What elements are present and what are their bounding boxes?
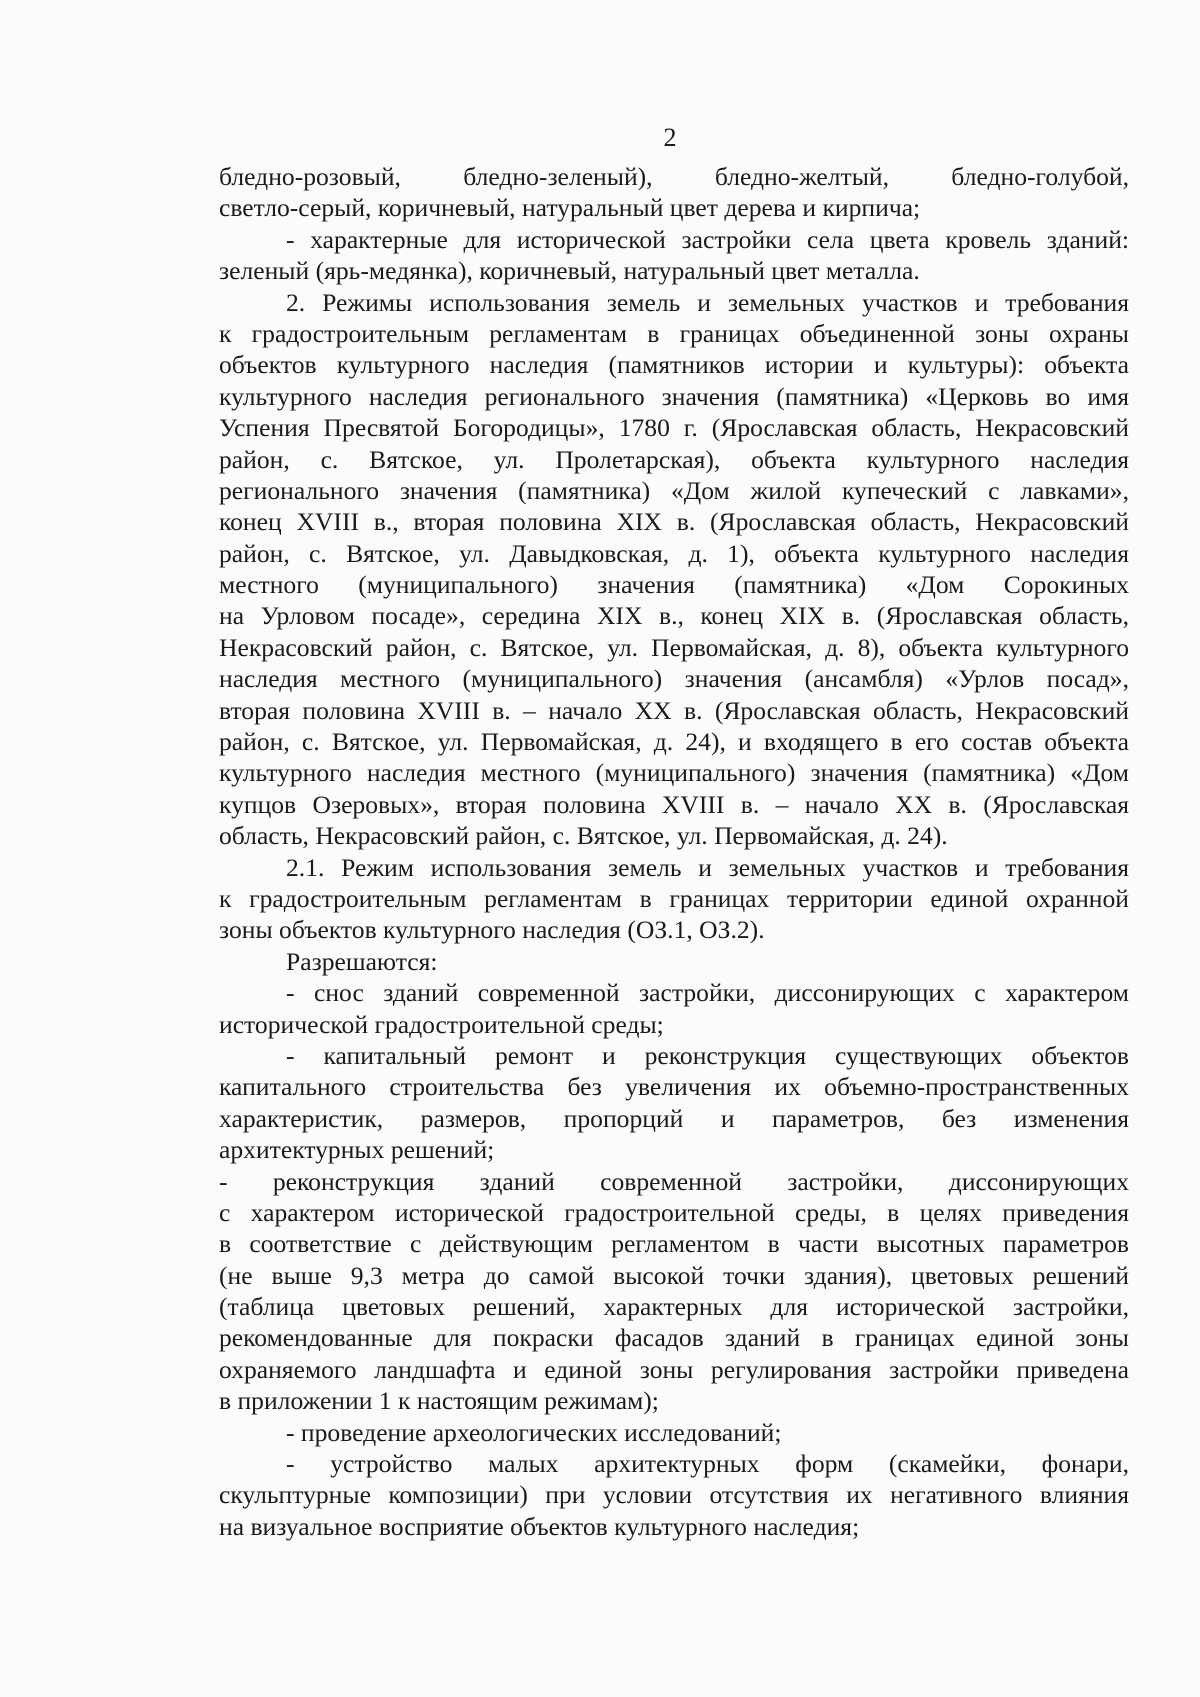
text-line: вторая половина XVIII в. – начало XX в. (Ярославская область, Некрасовский bbox=[219, 695, 1129, 725]
text-line: охраняемого ландшафта и единой зоны регулирования застройки приведена bbox=[219, 1354, 1129, 1384]
text-line: на Урловом посаде», середина XIX в., конец XIX в. (Ярославская область, bbox=[219, 601, 1129, 631]
text-line: в соответствие с действующим регламентом в части высотных параметров bbox=[219, 1229, 1129, 1259]
text-line: регионального значения (памятника) «Дом жилой купеческий с лавками», bbox=[219, 475, 1129, 505]
text-line: (не выше 9,3 метра до самой высокой точки здания), цветовых решений bbox=[219, 1260, 1129, 1290]
text-line: зоны объектов культурного наследия (ОЗ.1, ОЗ.2). bbox=[219, 915, 765, 945]
text-line: культурного наследия местного (муниципального) значения (памятника) «Дом bbox=[219, 758, 1129, 788]
text-line: культурного наследия регионального значения (памятника) «Церковь во имя bbox=[219, 381, 1129, 411]
text-line: район, с. Вятское, ул. Давыдковская, д. 1), объекта культурного наследия bbox=[219, 538, 1129, 568]
text-line: на визуальное восприятие объектов культурного наследия; bbox=[219, 1511, 860, 1541]
text-line: характеристик, размеров, пропорций и параметров, без изменения bbox=[219, 1103, 1129, 1133]
text-line: район, с. Вятское, ул. Пролетарская), объекта культурного наследия bbox=[219, 444, 1129, 474]
text-line: - капитальный ремонт и реконструкция существующих объектов bbox=[286, 1040, 1129, 1070]
text-line: Некрасовский район, с. Вятское, ул. Первомайская, д. 8), объекта культурного bbox=[219, 632, 1129, 662]
text-line: рекомендованные для покраски фасадов зданий в границах единой зоны bbox=[219, 1323, 1129, 1353]
text-line: (таблица цветовых решений, характерных для исторической застройки, bbox=[219, 1292, 1129, 1322]
text-line: местного (муниципального) значения (памятника) «Дом Сорокиных bbox=[219, 570, 1129, 600]
text-line: 2. Режимы использования земель и земельных участков и требования bbox=[286, 287, 1129, 317]
text-line: бледно-розовый, бледно-зеленый), бледно-желтый, бледно-голубой, bbox=[219, 162, 1129, 191]
text-line: архитектурных решений; bbox=[219, 1135, 495, 1165]
text-line: купцов Озеровых», вторая половина XVIII в. – начало XX в. (Ярославская bbox=[219, 789, 1129, 819]
text-line: - характерные для исторической застройки села цвета кровель зданий: bbox=[286, 224, 1129, 254]
text-line: область, Некрасовский район, с. Вятское, ул. Первомайская, д. 24). bbox=[219, 821, 948, 851]
text-line: конец XVIII в., вторая половина XIX в. (Ярославская область, Некрасовский bbox=[219, 507, 1129, 537]
text-line: наследия местного (муниципального) значения (ансамбля) «Урлов посад», bbox=[219, 664, 1129, 694]
text-line: район, с. Вятское, ул. Первомайская, д. 24), и входящего в его состав объекта bbox=[219, 727, 1129, 757]
text-line: к градостроительным регламентам в границах объединенной зоны охраны bbox=[219, 318, 1129, 348]
text-line: Успения Пресвятой Богородицы», 1780 г. (Ярославская область, Некрасовский bbox=[219, 413, 1129, 443]
text-line: к градостроительным регламентам в границах территории единой охранной bbox=[219, 883, 1129, 913]
text-line: 2.1. Режим использования земель и земельных участков и требования bbox=[286, 852, 1129, 882]
text-line: скульптурные композиции) при условии отсутствия их негативного влияния bbox=[219, 1480, 1129, 1510]
text-line: исторической градостроительной среды; bbox=[219, 1009, 664, 1039]
text-line: в приложении 1 к настоящим режимам); bbox=[219, 1386, 659, 1416]
text-line: светло-серый, коричневый, натуральный цвет дерева и кирпича; bbox=[219, 193, 921, 223]
text-line: - снос зданий современной застройки, диссонирующих с характером bbox=[286, 978, 1129, 1008]
text-line: с характером исторической градостроительной среды, в целях приведения bbox=[219, 1197, 1129, 1227]
text-line: Разрешаются: bbox=[286, 946, 438, 976]
document-body bbox=[219, 161, 1129, 1542]
text-line: - реконструкция зданий современной застройки, диссонирующих bbox=[219, 1166, 1129, 1196]
text-line: - проведение археологических исследований; bbox=[286, 1417, 782, 1447]
text-line: зеленый (ярь-медянка), коричневый, натуральный цвет металла. bbox=[219, 256, 920, 286]
text-line: - устройство малых архитектурных форм (скамейки, фонари, bbox=[286, 1449, 1129, 1479]
text-line: капитального строительства без увеличения их объемно-пространственных bbox=[219, 1072, 1129, 1102]
page-number: 2 bbox=[663, 123, 677, 152]
text-line: объектов культурного наследия (памятников истории и культуры): объекта bbox=[219, 350, 1129, 380]
